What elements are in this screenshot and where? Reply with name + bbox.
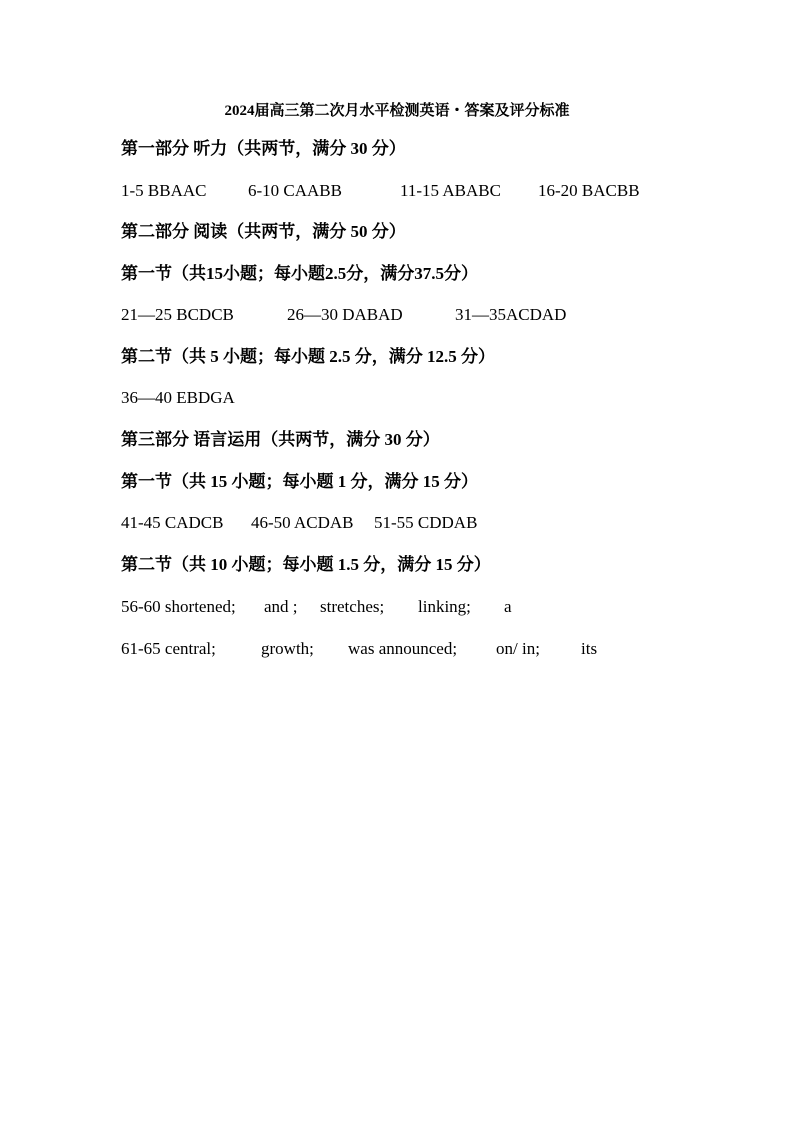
part2-section1-heading: 第一节（共15小题；每小题2.5分，满分37.5分） xyxy=(121,264,478,283)
answer-word: 61-65 central; xyxy=(121,639,216,658)
answer-group: 51-55 CDDAB xyxy=(374,513,478,532)
part2-heading: 第二部分 阅读（共两节，满分 50 分） xyxy=(121,222,406,241)
answer-word: on/ in; xyxy=(496,639,540,658)
answer-word: and ; xyxy=(264,597,298,616)
answer-group: 26—30 DABAD xyxy=(287,305,403,324)
part2-section2-heading: 第二节（共 5 小题；每小题 2.5 分，满分 12.5 分） xyxy=(121,347,495,366)
part3-heading: 第三部分 语言运用（共两节，满分 30 分） xyxy=(121,430,440,449)
answer-word: growth; xyxy=(261,639,314,658)
answer-word: linking; xyxy=(418,597,471,616)
part1-answers xyxy=(121,179,640,203)
answer-group: 46-50 ACDAB xyxy=(251,513,354,532)
part3-section1-heading: 第一节（共 15 小题；每小题 1 分，满分 15 分） xyxy=(121,472,478,491)
part1-heading: 第一部分 听力（共两节，满分 30 分） xyxy=(121,139,406,158)
answer-group: 6-10 CAABB xyxy=(248,181,342,200)
answer-group: 36—40 EBDGA xyxy=(121,388,235,407)
part3-section2-heading: 第二节（共 10 小题；每小题 1.5 分，满分 15 分） xyxy=(121,555,491,574)
part3-section2-row2 xyxy=(121,637,597,661)
answer-group: 11-15 ABABC xyxy=(400,181,501,200)
answer-group: 16-20 BACBB xyxy=(538,181,640,200)
answer-group: 21—25 BCDCB xyxy=(121,305,234,324)
answer-word: 56-60 shortened; xyxy=(121,597,236,616)
part3-section2-row1 xyxy=(121,595,512,619)
part3-section1-answers xyxy=(121,511,477,535)
answer-word: its xyxy=(581,639,598,658)
document-title: 2024届高三第二次月水平检测英语・答案及评分标准 xyxy=(224,103,570,119)
part2-section1-answers xyxy=(121,303,566,327)
answer-word: a xyxy=(504,597,512,616)
answer-group: 1-5 BBAAC xyxy=(121,181,207,200)
answer-group: 31—35ACDAD xyxy=(455,305,567,324)
answer-word: stretches; xyxy=(320,597,385,616)
part2-section2-answers xyxy=(121,386,235,410)
answer-group: 41-45 CADCB xyxy=(121,513,224,532)
answer-word: was announced; xyxy=(348,639,458,658)
